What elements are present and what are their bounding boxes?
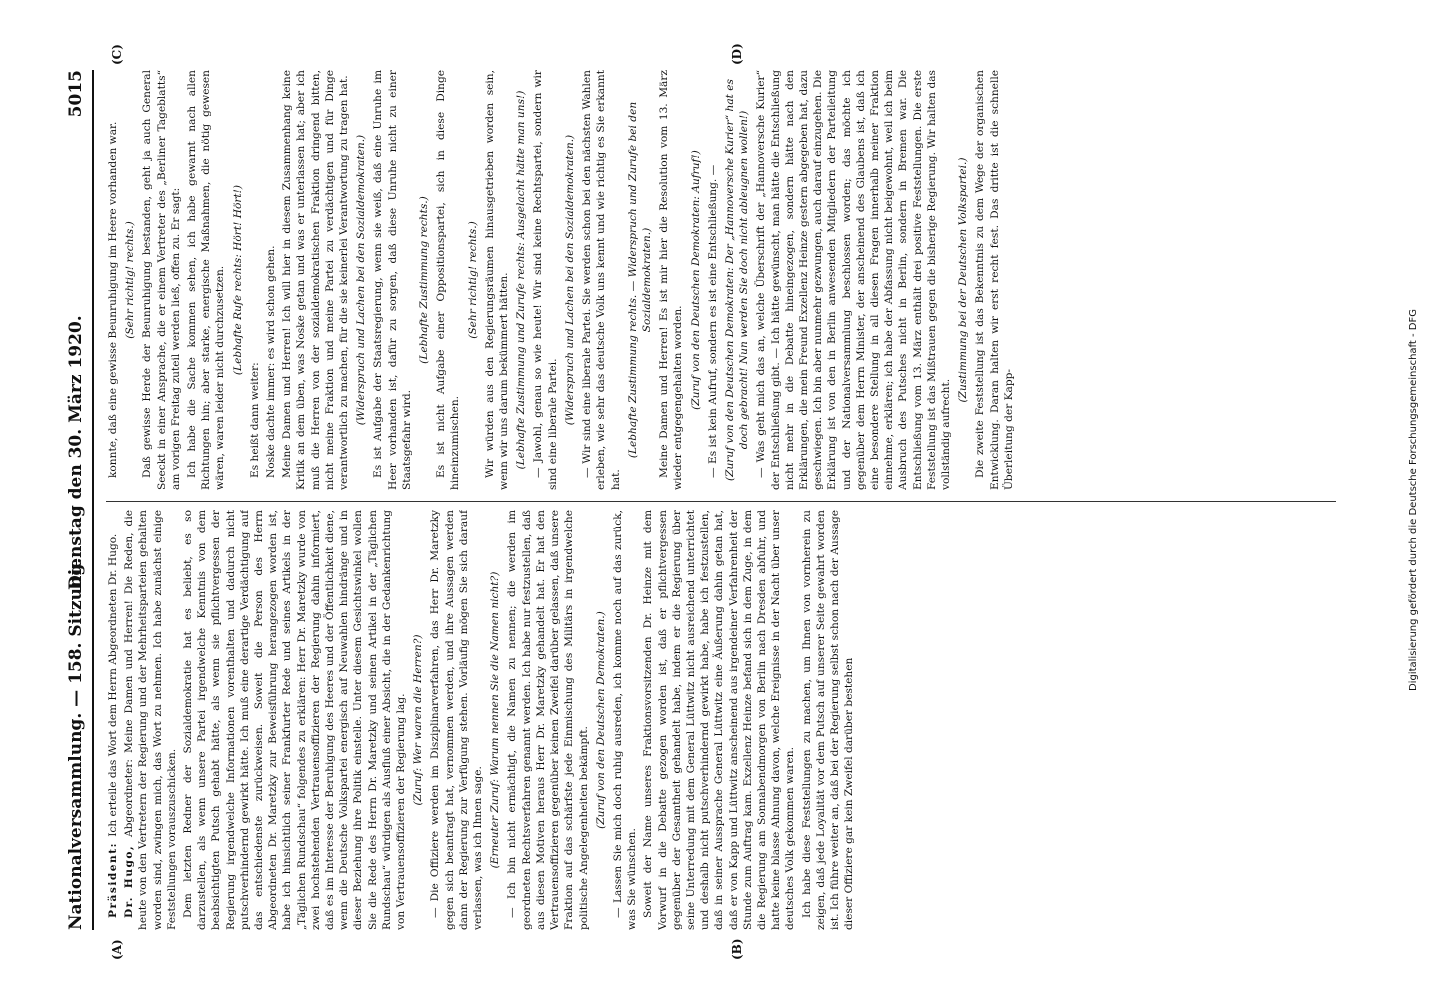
interjection <box>689 70 703 490</box>
speaker-name: Präsident: <box>107 836 119 918</box>
digitization-credit: Digitalisierung gefördert durch die Deutsche Forschungsgemeinschaft - DFG <box>1408 309 1419 692</box>
paragraph-text: — Was geht mich das an, welche Überschrift der „Hannoversche Kurier“ der Entschließung gibt. — Ich hätte gewünscht, man hätte die Entschließung nicht mehr in die Debatte hineingezogen, sondern hätte nach den Erklärungen, die mein Freund Exzellenz Heinze gestern abgegeben hat, dazu geschwiegen. Ich bin aber nunmehr gezwungen, auch darauf einzugehen. Die Erklärung ist von den in Berlin anwesenden Mitgliedern der Parteileitung und der Nationalversammlung beschlossen worden; das möchte ich gegenüber dem Herrn Minister, der anscheinend des Glaubens ist, daß ich eine besondere Stellung in all diesen Fragen innerhalb meiner Fraktion einnehme, erklären; ich habe der Abfassung nicht beigewohnt, weil ich beim Ausbruch des Putsches nicht in Berlin, sondern in Bremen war. Die Entschließung vom 13. März enthält drei positive Feststellungen. Die erste Feststellung ist das Mißtrauen gegen die bisherige Regierung. Wir halten das vollständig aufrecht. <box>755 70 952 490</box>
paragraph-text: — Lassen Sie mich doch ruhig ausreden, ich komme noch auf das zurück, was Sie wünschen. <box>611 510 639 930</box>
speech-paragraph <box>106 70 120 490</box>
page-header <box>60 70 94 930</box>
speech-paragraph <box>106 510 120 930</box>
speech-paragraph <box>371 70 414 490</box>
header-assembly-session: Nationalversammlung. — 158. Sitzung. <box>66 557 86 930</box>
paragraph-text: Wir würden aus den Regierungsräumen hinausgetrieben worden sein, wenn wir uns darum bekümmert hätten. <box>483 70 511 490</box>
paragraph-text: — Ich bin nicht ermächtigt, die Namen zu nennen; die werden im geordneten Rechtsverfahren genannt werden. Ich habe nur festzustellen, daß aus diesen Motiven heraus Herr Dr. Maretzky gehandelt hat. Er hat den Vertrauensoffizieren gegenüber keinen Zweifel darüber gelassen, daß unsere Fraktion auf das schärfste jede Einmischung des Militärs in irgendwelche politische Angelegenheiten bekämpft. <box>506 510 590 930</box>
paragraph-text: (Erneuter Zuruf: Warum nennen Sie die Namen nicht?) <box>489 571 502 869</box>
paragraph-text: (Sehr richtig! rechts.) <box>124 221 137 339</box>
interjection <box>514 70 528 490</box>
text-column-right <box>106 70 1336 490</box>
margin-mark-d: (D) <box>730 43 744 65</box>
text-column-left <box>106 510 1336 930</box>
speech-paragraph <box>800 510 857 930</box>
interjection <box>411 510 425 930</box>
speech-paragraph <box>185 70 228 490</box>
footer-strip <box>1402 40 1426 960</box>
paragraph-text: Es heißt dann weiter: <box>248 362 261 478</box>
speech-paragraph <box>754 70 953 490</box>
paragraph-text: (Lebhafte Rufe rechts: Hört! Hört!) <box>231 184 244 376</box>
paragraph-text: Die zweite Feststellung ist das Bekenntnis zu dem Wege der organischen Entwicklung. Daran halten wir erst recht fest. Das dritte ist die schnelle Überleitung der Kapp- <box>974 70 1015 490</box>
paragraph-text: (Zuruf von den Deutschen Demokraten.) <box>594 611 607 829</box>
header-date: Dienstag den 30. März 1920. <box>66 315 86 590</box>
interjection <box>123 70 137 490</box>
paragraph-text: Meine Damen und Herren! Ich will hier in diesem Zusammenhang keine Kritik an dem üben, was Noske getan und was er unterlassen hat; aber ich muß die Herren von der sozialdemokratischen Fraktion dringend bitten, nicht meine Fraktion und meine Partei zu verdächtigen und für Dinge verantwortlich zu machen, für die sie keinerlei Verantwortung zu tragen hat. <box>281 70 351 490</box>
speech-paragraph <box>706 70 720 490</box>
paragraph-text: (Lebhafte Zustimmung rechts.) <box>418 196 431 364</box>
page-number: 5015 <box>66 70 86 118</box>
speech-paragraph <box>641 510 797 930</box>
paragraph-text: — Jawohl, genau so wie heute! Wir sind keine Rechtspartei, sondern wir sind eine liberale Partei. <box>532 70 559 490</box>
speech-paragraph <box>264 70 278 490</box>
paragraph-text: — Die Offiziere werden im Disziplinarverfahren, das Herr Dr. Maretzky gegen sich beantragt hat, vernommen werden, und ihre Aussagen werden dann der Regierung zur Verfügung stehen. Vorläufig mögen Sie sich darauf verlassen, was ich Ihnen sage. <box>429 510 485 930</box>
paragraph-text: konnte, daß eine gewisse Beunruhigung im Heere vorhanden war. <box>107 121 119 478</box>
interjection <box>723 70 751 490</box>
paragraph-text: — Es ist kein Aufruf, sondern es ist eine Entschließung. — <box>706 164 719 478</box>
interjection <box>956 70 970 490</box>
paragraph-text: Daß gewisse Herde der Beunruhigung bestanden, geht ja auch General Seeckt in einer Ansprache, die er einem Vertreter des „Berliner Tageblatts“ am vorigen Freitag zuteil werden ließ, offen zu. Er sagt: <box>141 70 182 490</box>
margin-mark-a: (A) <box>110 939 124 960</box>
speech-paragraph <box>280 70 351 490</box>
paragraph-text: Soweit der Name unseres Fraktionsvorsitzenden Dr. Heinze mit dem Vorwurf in die Debatte gezogen worden ist, daß er pflichtvergessen gegenüber der Gesamtheit gehandelt habe, indem er die Regierung über seine Unterredung mit dem General Lüttwitz nicht ausreichend unterrichtet und deshalb nicht putschverhindernd gewirkt habe, habe ich festzustellen, daß in seiner Aussprache General Lüttwitz eine Äußerung dahin getan hat, daß er von Kapp und Lüttwitz anscheinend aus irgendeiner Verfahrenheit der Stunde zum Auftrag kam. Exzellenz Heinze befand sich in dem Zuge, in dem die Regierung am Sonnabendmorgen von Berlin nach Dresden abfuhr, und hatte keine blasse Ahnung davon, welche Ereignisse in der Nacht über unser deutsches Volk gekommen waren. <box>642 510 797 930</box>
margin-mark-c: (C) <box>110 44 124 65</box>
speech-paragraph <box>611 510 639 930</box>
paragraph-text: (Zuruf: Wer waren die Herren?) <box>412 634 425 806</box>
speech-paragraph <box>580 70 623 490</box>
paragraph-text: (Widerspruch und Lachen bei den Sozialdemokraten.) <box>563 134 576 426</box>
speech-paragraph <box>483 70 511 490</box>
interjection <box>417 70 431 490</box>
paragraph-text: — Wir sind eine liberale Partei. Sie werden schon bei den nächsten Wahlen erleben, wie sehr das deutsche Volk uns kennt und wie richtig es Sie erkannt hat. <box>581 70 622 490</box>
paragraph-text: Ich habe die Sache kommen sehen, ich habe gewarnt nach allen Richtungen hin; aber starke, energische Maßnahmen, die nötig gewesen wären, waren leider nicht durchzusetzen. <box>186 70 227 490</box>
speech-paragraph <box>505 510 590 930</box>
paragraph-text: Noske dachte immer: es wird schon gehen. <box>265 245 278 478</box>
paragraph-text: Es ist Aufgabe der Staatsregierung, wenn sie weiß, daß eine Unruhe im Heer vorhanden ist, dafür zu sorgen, daß diese Unruhe nicht zu einer Staatsgefahr wird. <box>372 70 413 490</box>
newspaper-page <box>30 30 1370 970</box>
speech-paragraph <box>140 70 183 490</box>
column-divider <box>106 501 1336 502</box>
speech-paragraph <box>973 70 1016 490</box>
interjection <box>231 70 245 490</box>
paragraph-text: Ich habe diese Feststellungen zu machen, um Ihnen von vornherein zu zeigen, daß jede Loyalität vor dem Putsch auf unserer Seite gewahrt worden ist. Ich führe weiter an, daß bei der Regierung selbst schon nach der Aussage dieser Offiziere gar kein Zweifel darüber bestehen <box>800 510 856 930</box>
paragraph-text: Abgeordneter: Meine Damen und Herren! Die Reden, die heute von den Vertretern der Regierung und der Mehrheitsparteien gehalten worden sind, zwingen mich, das Wort zu nehmen. Ich habe zunächst einige Feststellungen vorauszuschicken. <box>123 510 178 930</box>
paragraph-text: (Lebhafte Zustimmung rechts. — Widerspruch und Zurufe bei den Sozialdemokraten.) <box>626 101 653 459</box>
interjection <box>488 510 502 930</box>
paragraph-text: (Lebhafte Zustimmung und Zurufe rechts: Ausgelacht hätte man uns!) <box>515 90 528 470</box>
paragraph-text: Es ist nicht Aufgabe einer Oppositionspartei, sich in diese Dinge hineinzumischen. <box>435 70 462 490</box>
interjection <box>626 70 654 490</box>
paragraph-text: (Zuruf von den Deutschen Demokraten: Der „Hannoversche Kurier“ hat es doch gebracht! Nun werden Sie doch nicht ableugnen wollen!) <box>723 79 751 482</box>
speech-paragraph <box>122 510 179 930</box>
paragraph-text: (Sehr richtig! rechts.) <box>466 221 479 339</box>
margin-mark-b: (B) <box>730 938 744 960</box>
paragraph-text: (Zuruf von den Deutschen Demokraten: Aufruf!) <box>689 150 702 410</box>
speaker-name: Dr. Hugo, <box>123 837 136 918</box>
speech-paragraph <box>657 70 685 490</box>
speech-paragraph <box>248 70 262 490</box>
interjection <box>466 70 480 490</box>
paragraph-text: (Widerspruch und Lachen bei den Sozialdemokraten.) <box>355 134 368 426</box>
paragraph-text: Meine Damen und Herren! Es ist mir hier die Resolution vom 13. März wieder entgegengehalten worden. <box>658 70 685 490</box>
speech-paragraph <box>428 510 485 930</box>
interjection <box>354 70 368 490</box>
interjection <box>594 510 608 930</box>
paragraph-text: (Zustimmung bei der Deutschen Volkspartei.) <box>957 157 970 403</box>
paragraph-text: Ich erteile das Wort dem Herrn Abgeordneten Dr. Hugo. <box>107 533 119 837</box>
speech-paragraph <box>434 70 462 490</box>
interjection <box>563 70 577 490</box>
speech-paragraph <box>181 510 408 930</box>
speech-paragraph <box>531 70 559 490</box>
paragraph-text: Dem letzten Redner der Sozialdemokratie hat es beliebt, es so darzustellen, als wenn unsere Partei irgendwelche Kenntnis von dem beabsichtigten Putsch gehabt hätte, als wenn sie pflichtvergessen der Regierung irgendwelche Informationen vorenthalten und dadurch nicht putschverhindernd gewirkt hätte. Ich muß eine derartige Verdächtigung auf das entschiedenste zurückweisen. Soweit die Person des Herrn Abgeordneten Dr. Maretzky zur Beweisführung herangezogen worden ist, habe ich hinsichtlich seiner Frankfurter Rede und seines Artikels in der „Täglichen Rundschau“ folgendes zu erklären: Herr Dr. Maretzky wurde von zwei hochstehenden Vertrauensoffizieren der Regierung dahin informiert, daß es im Interesse der Beruhigung des Heeres und der Öffentlichkeit diene, wenn die Deutsche Volkspartei energisch auf Neuwahlen hindränge und in dieser Beziehung ihre Politik einstelle. Unter diesem Gesichtswinkel wollen Sie die Rede des Herrn Dr. Maretzky und seinen Artikel in der „Täglichen Rundschau“ würdigen als Ausfluß einer Absicht, die in der Gedankenrichtung von Vertrauensoffizieren der Regierung lag. <box>182 510 408 930</box>
